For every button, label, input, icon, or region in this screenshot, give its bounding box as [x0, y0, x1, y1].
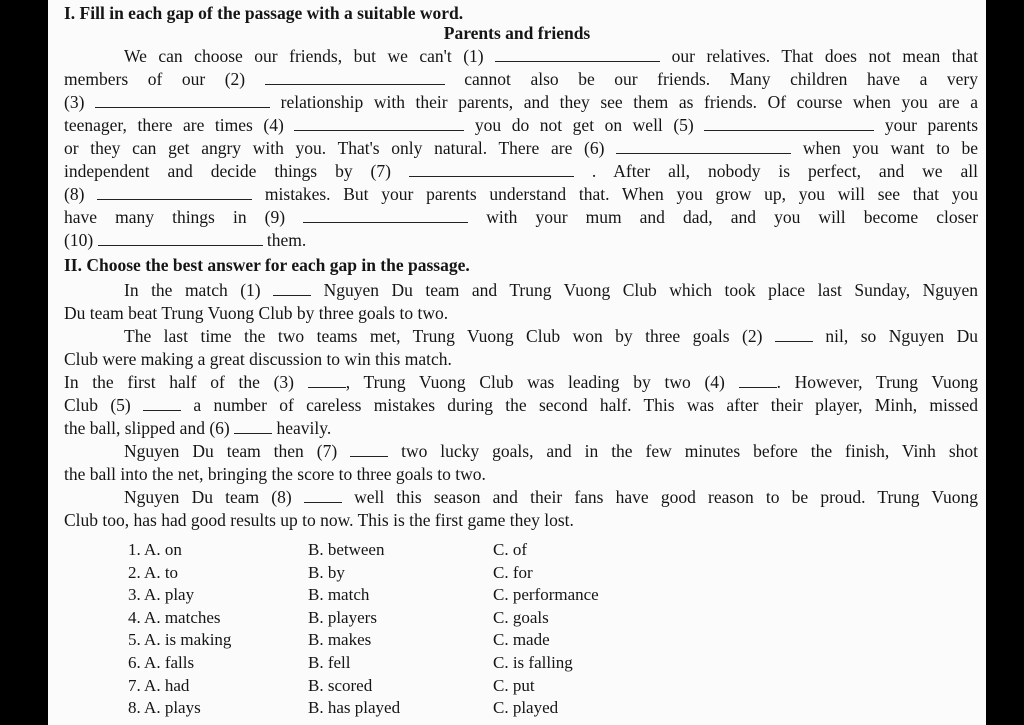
option-a[interactable]: 7. A. had — [128, 675, 190, 695]
option-c[interactable]: C. is falling — [493, 652, 573, 672]
option-b[interactable]: B. by — [308, 562, 345, 582]
option-c[interactable]: C. performance — [493, 585, 599, 605]
option-row — [128, 629, 748, 652]
option-b[interactable]: B. fell — [308, 652, 351, 672]
option-row — [128, 584, 748, 607]
option-c[interactable]: C. put — [493, 675, 535, 695]
option-a[interactable]: 5. A. is making — [128, 630, 232, 650]
gap-5[interactable] — [143, 396, 181, 411]
gap-10[interactable] — [98, 231, 263, 246]
passage2-line: In the match (1) Nguyen Du team and Trung Vuong Club which took place last Sunday, Nguyen — [124, 280, 979, 300]
option-c[interactable]: C. made — [493, 630, 550, 650]
gap-6[interactable] — [234, 419, 272, 434]
passage2-line: Club too, has had good results up to now. This is the first game they lost. — [64, 510, 574, 530]
gap-9[interactable] — [303, 208, 468, 223]
answer-options — [128, 539, 748, 720]
passage2-line: the ball into the net, bringing the score to three goals to two. — [64, 464, 486, 484]
passage2-line: In the first half of the (3) , Trung Vuong Club was leading by two (4) . However, Trung Vuong — [64, 372, 979, 392]
option-b[interactable]: B. makes — [308, 630, 372, 650]
section2-heading: II. Choose the best answer for each gap in the passage. — [64, 255, 470, 275]
option-b[interactable]: B. players — [308, 607, 377, 627]
worksheet-page — [48, 0, 986, 725]
gap-4[interactable] — [739, 373, 777, 388]
option-row — [128, 697, 748, 720]
gap-5[interactable] — [704, 116, 874, 131]
option-b[interactable]: B. scored — [308, 675, 373, 695]
option-b[interactable]: B. match — [308, 585, 370, 605]
passage2-line: the ball, slipped and (6) heavily. — [64, 418, 332, 438]
option-c[interactable]: C. of — [493, 540, 527, 559]
gap-8[interactable] — [97, 185, 252, 200]
section1-heading: I. Fill in each gap of the passage with a suitable word. — [64, 3, 464, 23]
gap-2[interactable] — [775, 327, 813, 342]
passage1-line: (8) mistakes. But your parents understand that. When you grow up, you will see that you — [64, 184, 979, 204]
option-row — [128, 562, 748, 585]
gap-3[interactable] — [95, 93, 270, 108]
option-row — [128, 607, 748, 630]
option-a[interactable]: 3. A. play — [128, 585, 195, 605]
passage2-line: Du team beat Trung Vuong Club by three goals to two. — [64, 303, 449, 323]
gap-1[interactable] — [273, 281, 311, 296]
passage1-line: members of our (2) cannot also be our friends. Many children have a very — [64, 69, 979, 89]
passage2-line: Club (5) a number of careless mistakes during the second half. This was after their player, Minh, missed — [64, 395, 979, 415]
passage1-line: teenager, there are times (4) you do not get on well (5) your parents — [64, 115, 979, 135]
passage1-line: (10) them. — [64, 230, 307, 250]
passage2-line: Nguyen Du team (8) well this season and their fans have good reason to be proud. Trung Vuong — [124, 487, 978, 507]
passage1-line: have many things in (9) with your mum and dad, and you will become closer — [64, 207, 979, 227]
passage2-line: Club were making a great discussion to win this match. — [64, 349, 452, 369]
option-c[interactable]: C. for — [493, 562, 533, 582]
option-row — [128, 652, 748, 675]
option-a[interactable]: 4. A. matches — [128, 607, 221, 627]
gap-8[interactable] — [304, 488, 342, 503]
option-a[interactable]: 6. A. falls — [128, 652, 195, 672]
gap-4[interactable] — [294, 116, 464, 131]
option-a[interactable]: 8. A. plays — [128, 698, 201, 718]
gap-6[interactable] — [616, 139, 791, 154]
option-c[interactable]: C. played — [493, 698, 559, 718]
option-c[interactable]: C. goals — [493, 607, 549, 627]
option-row — [128, 539, 748, 562]
passage1-line: We can choose our friends, but we can't (1) our relatives. That does not mean that — [124, 46, 979, 66]
gap-7[interactable] — [409, 162, 574, 177]
option-b[interactable]: B. has played — [308, 698, 401, 718]
option-b[interactable]: B. between — [308, 540, 385, 559]
option-a[interactable]: 2. A. to — [128, 562, 179, 582]
passage1-line: or they can get angry with you. That's only natural. There are (6) when you want to be — [64, 138, 979, 158]
passage1-line: (3) relationship with their parents, and they see them as friends. Of course when you are a — [64, 92, 979, 112]
gap-3[interactable] — [308, 373, 346, 388]
gap-7[interactable] — [350, 442, 388, 457]
gap-2[interactable] — [265, 70, 445, 85]
passage-title: Parents and friends — [443, 23, 591, 43]
passage2-line: Nguyen Du team then (7) two lucky goals, and in the few minutes before the finish, Vinh shot — [124, 441, 979, 461]
gap-1[interactable] — [495, 47, 660, 62]
passage2-line: The last time the two teams met, Trung Vuong Club won by three goals (2) nil, so Nguyen Du — [124, 326, 979, 346]
option-row — [128, 675, 748, 698]
passage1-line: independent and decide things by (7) . After all, nobody is perfect, and we all — [64, 161, 979, 181]
option-a[interactable]: 1. A. on — [128, 540, 182, 559]
